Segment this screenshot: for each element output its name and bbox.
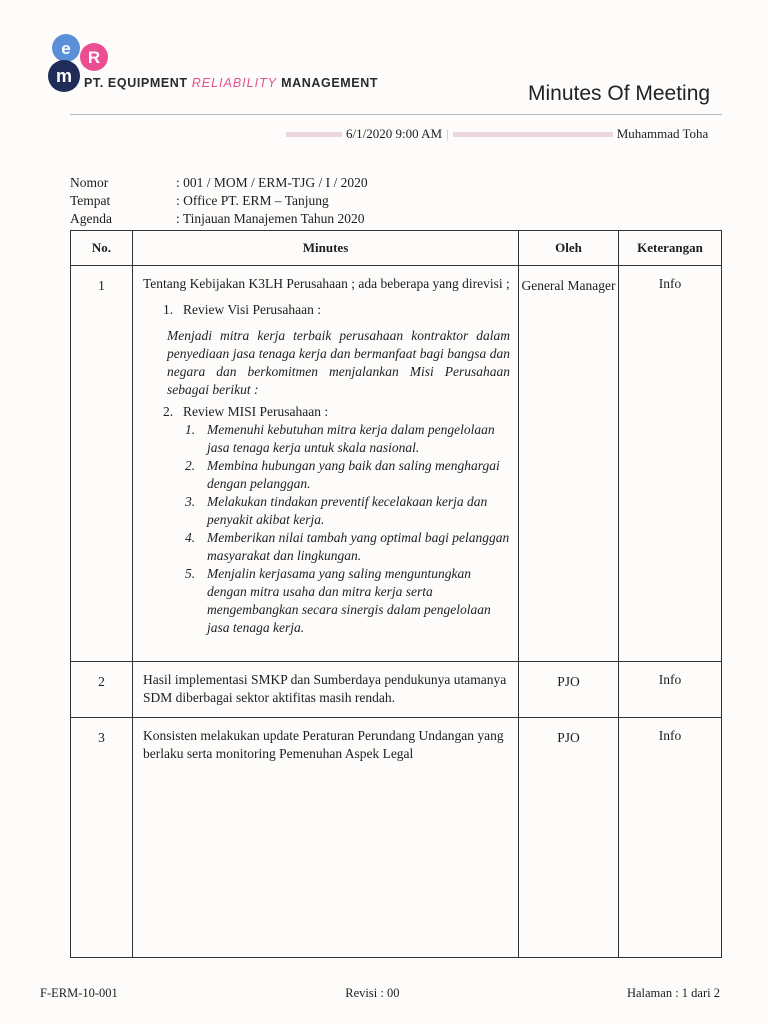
review-item-label: Review MISI Perusahaan : [183, 404, 329, 419]
review-item [163, 301, 510, 319]
header-divider [70, 114, 722, 115]
misi-item [185, 493, 510, 529]
table-row [71, 718, 722, 958]
row-minutes: Hasil implementasi SMKP dan Sumberdaya pendukunya utamanya SDM diberbagai sektor aktifitas masih rendah. [133, 662, 519, 718]
misi-item-number: 1. [185, 422, 196, 437]
misi-item-number: 4. [185, 530, 196, 545]
nomor-label: Nomor [70, 175, 109, 190]
row-keterangan: Info [619, 718, 722, 958]
misi-item-number: 5. [185, 566, 196, 581]
logo-letter-m: m [55, 66, 73, 86]
company-name-reliability: RELIABILITY [191, 76, 278, 90]
agenda-value: : Tinjauan Manajemen Tahun 2020 [176, 211, 365, 226]
company-name [84, 76, 378, 90]
tempat-value: : Office PT. ERM – Tanjung [176, 193, 329, 208]
header-minutes: Minutes [133, 231, 519, 266]
misi-item [185, 529, 510, 565]
row-number: 2 [71, 662, 133, 718]
misi-item-number: 3. [185, 494, 196, 509]
review-list-2 [163, 403, 510, 637]
misi-item [185, 457, 510, 493]
misi-item-text: Memberikan nilai tambah yang optimal bagi pelanggan masyarakat dan lingkungan. [207, 530, 510, 563]
misi-item-text: Menjalin kerjasama yang saling menguntungkan dengan mitra usaha dan mitra kerja serta mengembangkan secara sinergis dalam pengelolaan jasa tenaga kerja. [207, 566, 491, 635]
tempat-label: Tempat [70, 193, 111, 208]
misi-item-text: Melakukan tindakan preventif kecelakaan kerja dan penyakit akibat kerja. [207, 494, 488, 527]
meta-separator: | [446, 126, 449, 141]
row-keterangan: Info [619, 662, 722, 718]
review-item-number: 1. [163, 302, 174, 317]
form-code: F-ERM-10-001 [40, 986, 118, 1000]
row-oleh: PJO [519, 718, 619, 958]
table-row [71, 266, 722, 662]
meeting-meta-line [286, 126, 708, 142]
misi-item [185, 421, 510, 457]
minutes-table [70, 230, 722, 958]
review-item-number: 2. [163, 404, 174, 419]
company-name-suffix: MANAGEMENT [277, 76, 379, 90]
agenda-row [70, 210, 368, 228]
page-footer [40, 986, 720, 1001]
review-item-body [183, 403, 510, 637]
row-oleh: General Manager [519, 266, 619, 662]
misi-list [185, 421, 510, 637]
agenda-label: Agenda [70, 211, 112, 226]
faint-date-label [286, 132, 342, 137]
row-keterangan: Info [619, 266, 722, 662]
revision: Revisi : 00 [345, 986, 400, 1000]
document-title: Minutes Of Meeting [528, 82, 711, 105]
header-no: No. [71, 231, 133, 266]
review-item [163, 403, 510, 637]
faint-called-by-label [453, 132, 613, 137]
tempat-row [70, 192, 368, 210]
nomor-value: : 001 / MOM / ERM-TJG / I / 2020 [176, 175, 368, 190]
vision-statement: Menjadi mitra kerja terbaik perusahaan kontraktor dalam penyediaan jasa tenaga kerja dan bermanfaat bagi bangsa dan negara dan berkomitmen menjalankan Misi Perusahaan sebagai berikut : [167, 328, 510, 397]
table-header-row [71, 231, 722, 266]
row-number: 3 [71, 718, 133, 958]
table-row [71, 662, 722, 718]
page-number: Halaman : 1 dari 2 [626, 986, 720, 1000]
logo-letter-e: e [61, 39, 71, 58]
misi-item [185, 565, 510, 637]
misi-item-text: Memenuhi kebutuhan mitra kerja dalam pengelolaan jasa tenaga kerja untuk skala nasional. [207, 422, 495, 455]
header-keterangan: Keterangan [619, 231, 722, 266]
review-item-label: Review Visi Perusahaan : [183, 302, 322, 317]
row1-intro: Tentang Kebijakan K3LH Perusahaan ; ada beberapa yang direvisi ; [143, 276, 510, 291]
row-minutes [133, 266, 519, 662]
misi-item-text: Membina hubungan yang baik dan saling menghargai dengan pelanggan. [207, 458, 500, 491]
review-list [163, 301, 510, 319]
meeting-info [70, 174, 368, 228]
company-name-prefix: PT. EQUIPMENT [84, 76, 192, 90]
row-number: 1 [71, 266, 133, 662]
header-oleh: Oleh [519, 231, 619, 266]
row-oleh: PJO [519, 662, 619, 718]
nomor-row [70, 174, 368, 192]
logo-letter-r: R [87, 48, 101, 67]
misi-item-number: 2. [185, 458, 196, 473]
row-minutes: Konsisten melakukan update Peraturan Perundang Undangan yang berlaku serta monitoring Pemenuhan Aspek Legal [133, 718, 519, 958]
meeting-called-by: Muhammad Toha [616, 126, 709, 141]
meeting-datetime: 6/1/2020 9:00 AM [346, 126, 443, 141]
